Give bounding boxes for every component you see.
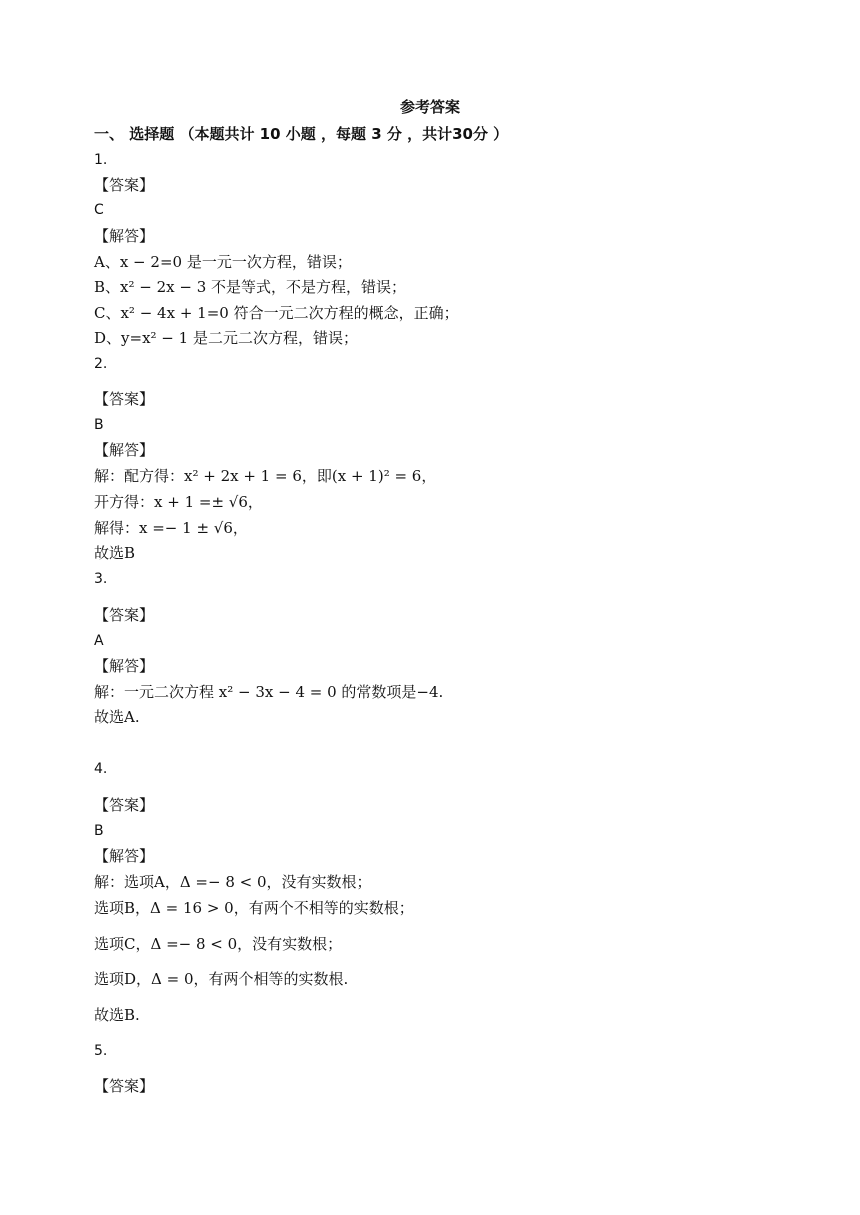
solution-line: 故选A. bbox=[94, 708, 140, 726]
solution-line: 解：配方得：x² + 2x + 1 = 6，即(x + 1)² = 6， bbox=[94, 467, 437, 485]
question-number: 2. bbox=[94, 356, 108, 372]
answer-value: A bbox=[94, 633, 104, 649]
solution-line: C、x² − 4x + 1=0 符合一元二次方程的概念，正确； bbox=[94, 304, 459, 322]
page-title: 参考答案 bbox=[399, 98, 460, 116]
answer-value: C bbox=[94, 202, 104, 218]
solution-line: 解：选项A，Δ =− 8 < 0，没有实数根； bbox=[94, 873, 372, 891]
solution-line: A、x − 2=0 是一元一次方程，错误； bbox=[94, 253, 352, 271]
answer-label: 【答案】 bbox=[94, 606, 155, 624]
solution-label: 【解答】 bbox=[94, 441, 155, 459]
answer-label: 【答案】 bbox=[94, 1077, 155, 1095]
answer-value: B bbox=[94, 417, 104, 433]
solution-line: B、x² − 2x − 3 不是等式，不是方程，错误； bbox=[94, 278, 407, 296]
question-number: 5. bbox=[94, 1043, 108, 1059]
solution-line: 解：一元二次方程 x² − 3x − 4 = 0 的常数项是−4. bbox=[94, 683, 444, 701]
question-number: 1. bbox=[94, 152, 108, 168]
solution-line: 选项C，Δ =− 8 < 0，没有实数根； bbox=[94, 935, 343, 953]
section-heading: 一、 选择题 （本题共计 10 小题 ，每题 3 分 ，共计30分 ） bbox=[94, 125, 509, 143]
question-number: 3. bbox=[94, 571, 108, 587]
solution-label: 【解答】 bbox=[94, 657, 155, 675]
answer-value: B bbox=[94, 823, 104, 839]
solution-line: 故选B bbox=[94, 544, 136, 562]
answer-label: 【答案】 bbox=[94, 796, 155, 814]
solution-line: 开方得：x + 1 =± √6， bbox=[94, 493, 263, 511]
answer-label: 【答案】 bbox=[94, 390, 155, 408]
solution-line: 故选B. bbox=[94, 1006, 140, 1024]
solution-line: D、y=x² − 1 是二元二次方程，错误； bbox=[94, 329, 358, 347]
solution-line: 选项D，Δ = 0，有两个相等的实数根. bbox=[94, 970, 349, 988]
solution-label: 【解答】 bbox=[94, 847, 155, 865]
solution-line: 选项B，Δ = 16 > 0，有两个不相等的实数根； bbox=[94, 899, 414, 917]
answer-label: 【答案】 bbox=[94, 176, 155, 194]
solution-label: 【解答】 bbox=[94, 227, 155, 245]
question-number: 4. bbox=[94, 761, 108, 777]
solution-line: 解得：x =− 1 ± √6， bbox=[94, 519, 248, 537]
